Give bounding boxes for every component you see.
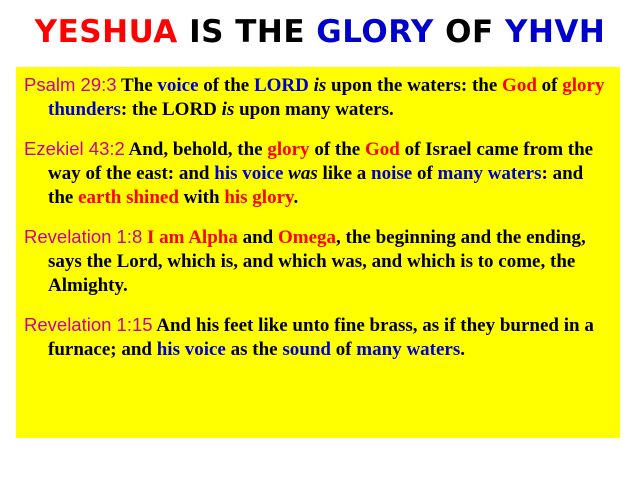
verse-reference: Revelation 1:15 bbox=[24, 314, 153, 335]
verse-paragraph bbox=[24, 73, 608, 122]
verse-text: glory bbox=[562, 75, 605, 96]
verse-text: many waters bbox=[437, 163, 542, 184]
verse-text: thunders bbox=[48, 99, 121, 120]
verse-paragraph bbox=[24, 225, 608, 298]
title-part-is-the: IS THE bbox=[177, 14, 317, 50]
scripture-box bbox=[16, 67, 620, 438]
verse-text: : and the bbox=[48, 163, 584, 208]
verse-text: I am Alpha bbox=[147, 227, 238, 248]
verse-reference: Psalm 29:3 bbox=[24, 74, 117, 95]
verse-text: many waters bbox=[356, 339, 461, 360]
verse-text: Omega bbox=[277, 227, 337, 248]
verse-text: The bbox=[116, 75, 158, 96]
verse-text: and bbox=[237, 227, 278, 248]
verse-text: . bbox=[293, 187, 299, 208]
verse-text: is bbox=[313, 75, 327, 96]
verse-text: voice bbox=[157, 75, 199, 96]
verse-text: , the beginning and the ending, says the Lord, which is, and which was, and which is to come, the Almighty. bbox=[48, 227, 586, 296]
verse-text: . bbox=[460, 339, 465, 360]
verse-text: of Israel came from the way of the east: and bbox=[48, 139, 594, 184]
verse-text: of bbox=[330, 339, 357, 360]
verse-text: upon the waters: the bbox=[326, 75, 503, 96]
verse-text: sound bbox=[282, 339, 331, 360]
title-part-glory: GLORY bbox=[316, 14, 434, 50]
verse-text: was bbox=[288, 163, 318, 184]
title-part-yeshua: YESHUA bbox=[34, 14, 178, 50]
verse-text: with bbox=[178, 187, 225, 208]
page-title bbox=[0, 14, 640, 50]
verse-text: like a bbox=[317, 163, 372, 184]
verse-text: his voice bbox=[156, 339, 226, 360]
verse-paragraph bbox=[24, 137, 608, 210]
verse-text: his glory bbox=[224, 187, 294, 208]
verse-text: God bbox=[364, 139, 400, 160]
verse-text: And his feet like unto fine brass, as if they burned in a furnace; and bbox=[48, 315, 594, 360]
verse-paragraph bbox=[24, 313, 608, 362]
verse-text: LORD bbox=[253, 75, 309, 96]
verse-text: as the bbox=[225, 339, 283, 360]
verse-text: is bbox=[221, 99, 235, 120]
verse-text: earth shined bbox=[78, 187, 179, 208]
verse-text: of the bbox=[309, 139, 365, 160]
title-part-yhvh: YHVH bbox=[505, 14, 606, 50]
verse-text: And, behold, the bbox=[124, 139, 268, 160]
title-part-of: OF bbox=[433, 14, 505, 50]
verse-text: his voice bbox=[214, 163, 284, 184]
verse-reference: Ezekiel 43:2 bbox=[24, 138, 125, 159]
verse-text: of bbox=[536, 75, 563, 96]
verse-text: God bbox=[502, 75, 537, 96]
verse-text: : the LORD bbox=[120, 99, 222, 120]
verse-reference: Revelation 1:8 bbox=[24, 226, 143, 247]
verse-text: glory bbox=[267, 139, 310, 160]
verse-text: noise bbox=[371, 163, 413, 184]
verse-text: of the bbox=[198, 75, 254, 96]
verse-text: upon many waters. bbox=[234, 99, 394, 120]
verse-text: of bbox=[412, 163, 438, 184]
